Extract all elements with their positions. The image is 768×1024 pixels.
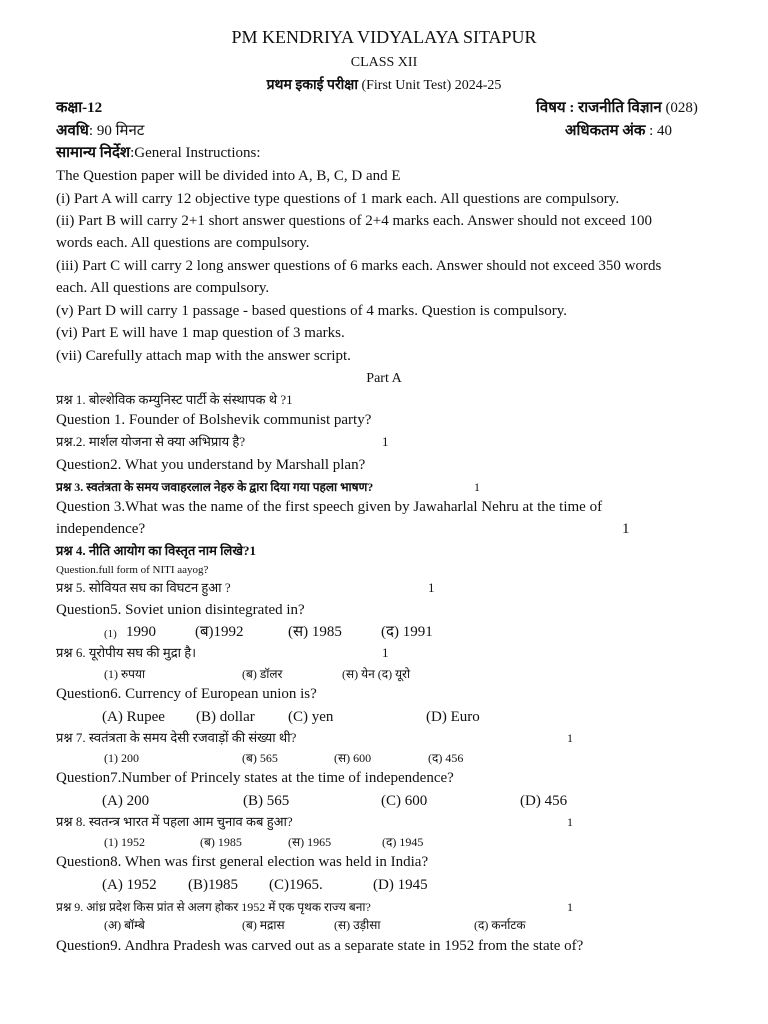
option: (स) 1985 — [288, 624, 342, 640]
instruction-line: (i) Part A will carry 12 objective type questions of 1 mark each. All questions are compulsory. — [56, 191, 620, 207]
part-a-title: Part A — [366, 371, 402, 386]
max-marks-line — [565, 121, 672, 141]
option: (ब)1992 — [195, 624, 244, 640]
duration-line — [56, 121, 144, 141]
option: (D) 456 — [520, 793, 568, 809]
option: (A) 1952 — [102, 877, 157, 893]
question-2-hindi: प्रश्न.2. मार्शल योजना से क्या अभिप्राय है? — [56, 434, 246, 449]
option: (अ) बॉम्बे — [104, 918, 145, 932]
option: (D) Euro — [426, 709, 480, 725]
option: (द) 456 — [428, 751, 464, 765]
question-2-english: Question2. What you understand by Marshall plan? — [56, 457, 366, 473]
question-8-english-text: Question8. When was first general election was held in India? — [56, 854, 429, 870]
option: (ब) मद्रास — [242, 918, 285, 932]
question-8-hindi: प्रश्न 8. स्वतन्त्र भारत में पहला आम चुनाव कब हुआ? — [56, 814, 293, 829]
school-name: PM KENDRIYA VIDYALAYA SITAPUR — [231, 27, 537, 47]
option-label: (1) — [104, 628, 117, 640]
question-3-hindi: प्रश्न 3. स्वतंत्रता के समय जवाहरलाल नेहरु के द्वारा दिया गया पहला भाषण? — [56, 480, 374, 494]
question-8-english — [56, 852, 428, 872]
option: (B)1985 — [188, 877, 238, 893]
question-4-hindi: प्रश्न 4. नीति आयोग का विस्तृत नाम लिखे?1 — [56, 543, 256, 558]
question-5-marks: 1 — [428, 580, 435, 595]
option: (स) येन (द) यूरो — [342, 667, 411, 681]
option: (C) 600 — [381, 793, 428, 809]
question-1-hindi: प्रश्न 1. बोल्शेविक कम्युनिस्ट पार्टी के संस्थापक थे ?1 — [56, 392, 293, 407]
question-3-english-marks: 1 — [622, 521, 630, 537]
question-9-english: Question9. Andhra Pradesh was carved out as a separate state in 1952 from the state of? — [56, 938, 584, 954]
instruction-line: The Question paper will be divided into A, B, C, D and E — [56, 168, 401, 184]
test-title — [0, 76, 768, 96]
question-7-hindi: प्रश्न 7. स्वतंत्रता के समय देसी रजवाड़ों की संख्या थी? — [56, 730, 297, 745]
question-9-marks: 1 — [567, 900, 573, 914]
instruction-line: (ii) Part B will carry 2+1 short answer questions of 2+4 marks each. Answer should not exceed 100 — [56, 213, 652, 229]
option: (A) Rupee — [102, 709, 165, 725]
option: (स) 600 — [334, 751, 372, 765]
subject-line — [536, 98, 698, 118]
class-title: CLASS XII — [350, 55, 418, 70]
duration-label: अवधि — [56, 123, 89, 139]
question-8-marks: 1 — [567, 815, 573, 829]
question-3-marks: 1 — [474, 480, 480, 494]
option: (D) 1945 — [373, 877, 428, 893]
max-marks-value: : 40 — [649, 123, 673, 139]
question-3-english-line2: independence? — [56, 521, 146, 537]
subject-label: विषय : राजनीति विज्ञान — [536, 100, 662, 116]
option: (B) 565 — [243, 793, 290, 809]
test-title-hindi: प्रथम इकाई परीक्षा — [266, 78, 358, 93]
instruction-line: (vi) Part E will have 1 map question of 3 marks. — [56, 325, 345, 341]
subject-code: (028) — [665, 100, 698, 116]
instruction-line: (iii) Part C will carry 2 long answer questions of 6 marks each. Answer should not exceed 350 words — [56, 258, 662, 274]
option: (स) उड़ीसा — [334, 918, 381, 932]
instruction-line: (v) Part D will carry 1 passage - based questions of 4 marks. Question is compulsory. — [56, 303, 568, 319]
max-marks-label: अधिकतम अंक — [565, 123, 646, 139]
option: (1) रुपया — [104, 667, 146, 681]
class-hindi: कक्षा-12 — [56, 100, 103, 116]
option: (द) कर्नाटक — [474, 918, 526, 932]
question-9-hindi: प्रश्न 9. आंध्र प्रदेश किस प्रांत से अलग होकर 1952 में एक पृथक राज्य बना? — [56, 900, 371, 914]
option: 1990 — [126, 624, 156, 640]
instruction-line: each. All questions are compulsory. — [56, 280, 270, 296]
question-3-english-line1: Question 3.What was the name of the first speech given by Jawaharlal Nehru at the time of — [56, 499, 603, 515]
test-title-english: (First Unit Test) 2024-25 — [361, 78, 502, 93]
option: (1) 200 — [104, 751, 139, 765]
option: (स) 1965 — [288, 835, 332, 849]
duration-value: : 90 मिनट — [88, 123, 145, 139]
option: (ब) 565 — [242, 751, 278, 765]
question-5-english: Question5. Soviet union disintegrated in? — [56, 602, 305, 618]
option: (द) 1945 — [382, 835, 424, 849]
question-6-hindi: प्रश्न 6. यूरोपीय सघ की मुद्रा है। — [56, 645, 197, 660]
instruction-line: words each. All questions are compulsory. — [56, 235, 310, 251]
instructions-heading-english: :General Instructions: — [130, 145, 261, 161]
question-7-english: Question7.Number of Princely states at the time of independence? — [56, 770, 454, 786]
option: (C) yen — [288, 709, 334, 725]
question-6-english: Question6. Currency of European union is? — [56, 686, 317, 702]
option: (C)1965. — [269, 877, 323, 893]
question-6-marks: 1 — [382, 645, 389, 660]
question-5-hindi: प्रश्न 5. सोवियत सघ का विघटन हुआ ? — [56, 580, 231, 595]
question-4-english: Question.full form of NITI aayog? — [56, 564, 209, 576]
instructions-heading — [56, 143, 261, 163]
option: (A) 200 — [102, 793, 150, 809]
instructions-heading-hindi: सामान्य निर्देश — [56, 145, 131, 161]
question-1-english: Question 1. Founder of Bolshevik communist party? — [56, 412, 372, 428]
option: (B) dollar — [196, 709, 255, 725]
option: (ब) डॉलर — [242, 667, 283, 681]
question-2-marks: 1 — [382, 434, 389, 449]
option: (ब) 1985 — [200, 835, 242, 849]
question-7-marks: 1 — [567, 731, 573, 745]
option: (द) 1991 — [381, 624, 433, 640]
option: (1) 1952 — [104, 835, 145, 849]
instruction-line: (vii) Carefully attach map with the answer script. — [56, 348, 351, 364]
